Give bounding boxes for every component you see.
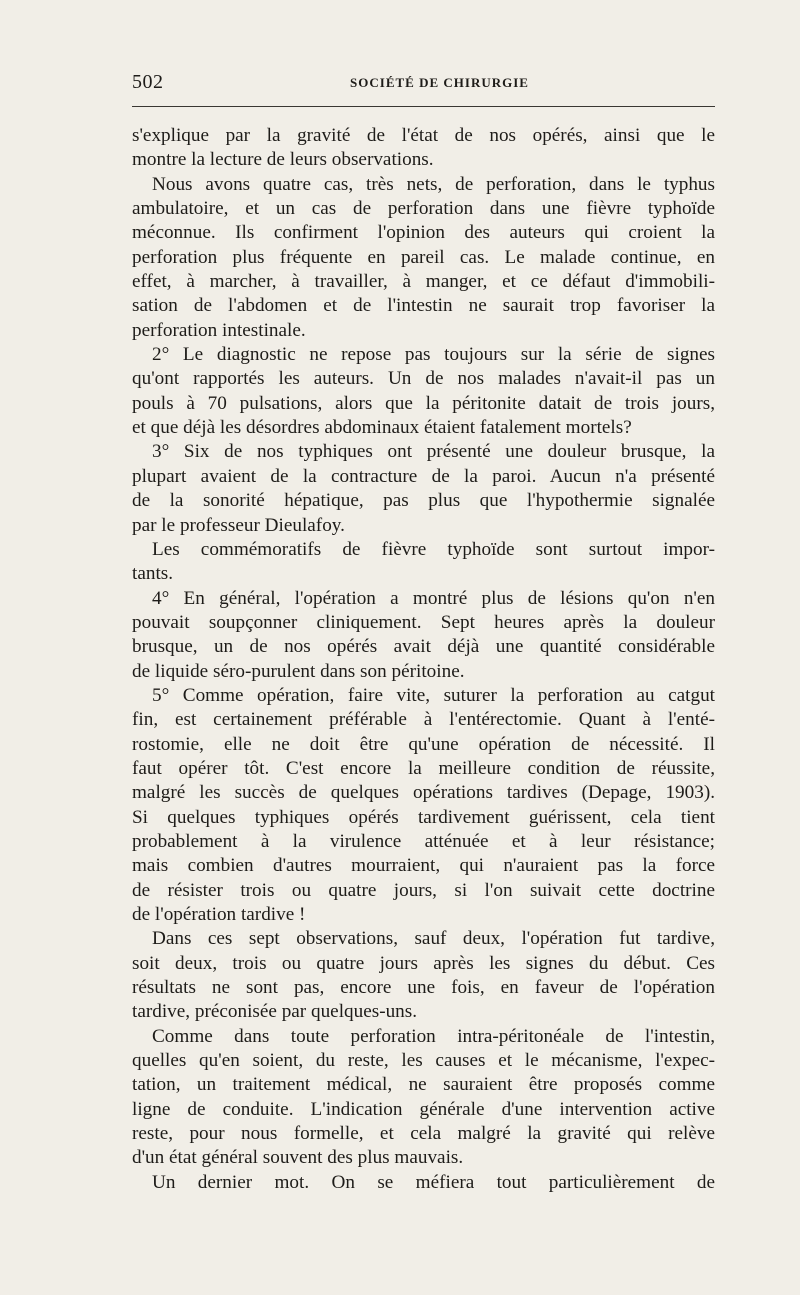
text-line: 2° Le diagnostic ne repose pas toujours sur la série de signes [152, 344, 715, 366]
text-line: sation de l'abdomen et de l'intestin ne saurait trop favoriser la [132, 295, 715, 317]
text-line: faut opérer tôt. C'est encore la meilleure condition de réussite, [132, 757, 715, 779]
paragraph [132, 538, 715, 587]
paragraph [132, 124, 715, 173]
paragraph [132, 927, 715, 1024]
page-header [132, 68, 715, 96]
body-text [132, 124, 715, 1195]
text-line: montre la lecture de leurs observations. [132, 149, 434, 171]
text-line: de l'opération tardive ! [132, 904, 306, 925]
text-line: Un dernier mot. On se méfiera tout particulièrement de [152, 1171, 715, 1193]
text-line: tation, un traitement médical, ne sauraient être proposés comme [132, 1074, 715, 1096]
text-line: rostomie, elle ne doit être qu'une opération de nécessité. Il [132, 733, 715, 755]
text-line: pouls à 70 pulsations, alors que la péritonite datait de trois jours, [132, 392, 715, 414]
text-line: probablement à la virulence atténuée et à leur résistance; [132, 830, 715, 852]
text-line: perforation plus fréquente en pareil cas. Le malade continue, en [132, 246, 715, 268]
text-line: ligne de conduite. L'indication générale d'une intervention active [132, 1098, 715, 1120]
text-line: malgré les succès de quelques opérations tardives (Depage, 1903). [132, 782, 715, 804]
text-line: perforation intestinale. [132, 319, 306, 341]
text-line: plupart avaient de la contracture de la paroi. Aucun n'a présenté [132, 465, 715, 487]
text-line: effet, à marcher, à travailler, à manger, et ce défaut d'immobili- [132, 271, 715, 293]
text-line: de la sonorité hépatique, pas plus que l'hypothermie signalée [132, 490, 715, 512]
text-line: par le professeur Dieulafoy. [132, 514, 345, 536]
text-line: quelles qu'en soient, du reste, les causes et le mécanisme, l'expec- [132, 1050, 715, 1072]
text-line: fin, est certainement préférable à l'entérectomie. Quant à l'enté- [132, 709, 715, 731]
text-line: tardive, préconisée par quelques-uns. [132, 1001, 418, 1023]
text-line: pouvait soupçonner cliniquement. Sept heures après la douleur [132, 611, 715, 633]
header-rule [132, 106, 715, 107]
text-line: tants. [132, 563, 174, 585]
text-line: soit deux, trois ou quatre jours après les signes du début. Ces [132, 952, 715, 974]
paragraph [132, 1025, 715, 1171]
page-number: 502 [132, 71, 164, 93]
text-line: résultats ne sont pas, encore une fois, en faveur de l'opération [132, 977, 715, 999]
text-line: 3° Six de nos typhiques ont présenté une douleur brusque, la [152, 441, 715, 463]
text-line: reste, pour nous formelle, et cela malgré la gravité qui relève [132, 1123, 715, 1145]
text-line: Les commémoratifs de fièvre typhoïde sont surtout impor- [152, 538, 715, 560]
text-line: qu'ont rapportés les auteurs. Un de nos malades n'avait-il pas un [132, 368, 715, 390]
text-line: de liquide séro-purulent dans son péritoine. [132, 660, 465, 682]
text-line: 4° En général, l'opération a montré plus de lésions qu'on n'en [152, 587, 715, 609]
paragraph [132, 1171, 715, 1195]
text-line: Dans ces sept observations, sauf deux, l'opération fut tardive, [152, 928, 715, 950]
text-line: méconnue. Ils confirment l'opinion des auteurs qui croient la [132, 222, 715, 244]
text-line: Nous avons quatre cas, très nets, de perforation, dans le typhus [152, 173, 715, 195]
text-line: 5° Comme opération, faire vite, suturer la perforation au catgut [152, 684, 715, 706]
text-line: de résister trois ou quatre jours, si l'on suivait cette doctrine [132, 879, 715, 901]
text-line: d'un état général souvent des plus mauvais. [132, 1147, 464, 1169]
paragraph [132, 587, 715, 684]
paragraph [132, 173, 715, 343]
paragraph [132, 684, 715, 927]
text-line: Si quelques typhiques opérés tardivement guérissent, cela tient [132, 806, 715, 828]
text-line: mais combien d'autres mourraient, qui n'auraient pas la force [132, 855, 715, 877]
text-line: et que déjà les désordres abdominaux étaient fatalement mortels? [132, 417, 632, 439]
text-line: Comme dans toute perforation intra-péritonéale de l'intestin, [152, 1025, 715, 1047]
paragraph [132, 440, 715, 537]
paragraph [132, 343, 715, 440]
text-line: ambulatoire, et un cas de perforation dans une fièvre typhoïde [132, 198, 715, 220]
text-line: brusque, un de nos opérés avait déjà une quantité considérable [132, 636, 715, 658]
running-title: SOCIÉTÉ DE CHIRURGIE [350, 75, 529, 90]
text-line: s'explique par la gravité de l'état de nos opérés, ainsi que le [132, 125, 715, 146]
